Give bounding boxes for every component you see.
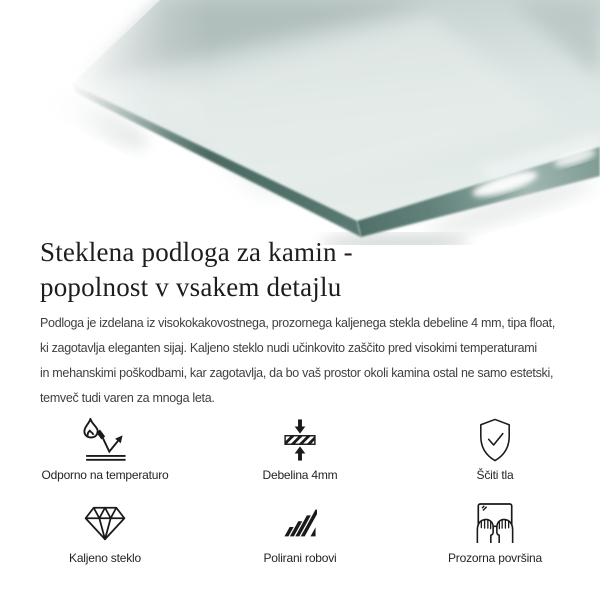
content-section (0, 237, 600, 565)
product-photo-glass-sheet (0, 0, 600, 245)
flame-bounce-icon (81, 417, 129, 463)
feature-protects-floor (430, 417, 560, 482)
feature-label: Kaljeno steklo (69, 551, 141, 565)
feature-transparent-surface (430, 500, 560, 565)
feature-temperature-resistant (40, 417, 170, 482)
feature-label: Prozorna površina (448, 551, 542, 565)
page-title-line-1: Steklena podloga za kamin - (40, 237, 353, 267)
feature-grid (40, 417, 560, 565)
glass-sheet-illustration (0, 0, 600, 245)
feature-label: Polirani robovi (263, 551, 337, 565)
feature-polished-edges (170, 500, 430, 565)
feature-label: Odporno na temperaturo (41, 468, 169, 482)
diamond-icon (84, 500, 126, 546)
feature-tempered-glass (40, 500, 170, 565)
page-title (40, 235, 560, 305)
shield-check-icon (479, 417, 511, 463)
hands-holding-glass-icon (469, 500, 521, 546)
left-white-fade (0, 0, 210, 245)
thickness-arrows-icon (282, 417, 318, 463)
page-title-line-2: popolnost v vsakem detajlu (40, 272, 342, 302)
description-line: ki zagotavlja eleganten sijaj. Kaljeno steklo nudi učinkovito zaščito pred visokimi temperaturami (40, 341, 537, 355)
polished-edges-stripes-icon (283, 500, 317, 546)
feature-label: Ščiti tla (476, 468, 514, 482)
feature-label: Debelina 4mm (262, 468, 338, 482)
description-line: in mehanskimi poškodbami, kar zagotavlja, da bo vaš prostor okoli kamina ostal ne samo estetski, (40, 366, 554, 380)
description-line: temveč tudi varen za mnoga leta. (40, 391, 215, 405)
description-line: Podloga je izdelana iz visokokakovostnega, prozornega kaljenega stekla debeline 4 mm, tipa float, (40, 316, 555, 330)
feature-thickness (170, 417, 430, 482)
product-description (40, 311, 560, 411)
